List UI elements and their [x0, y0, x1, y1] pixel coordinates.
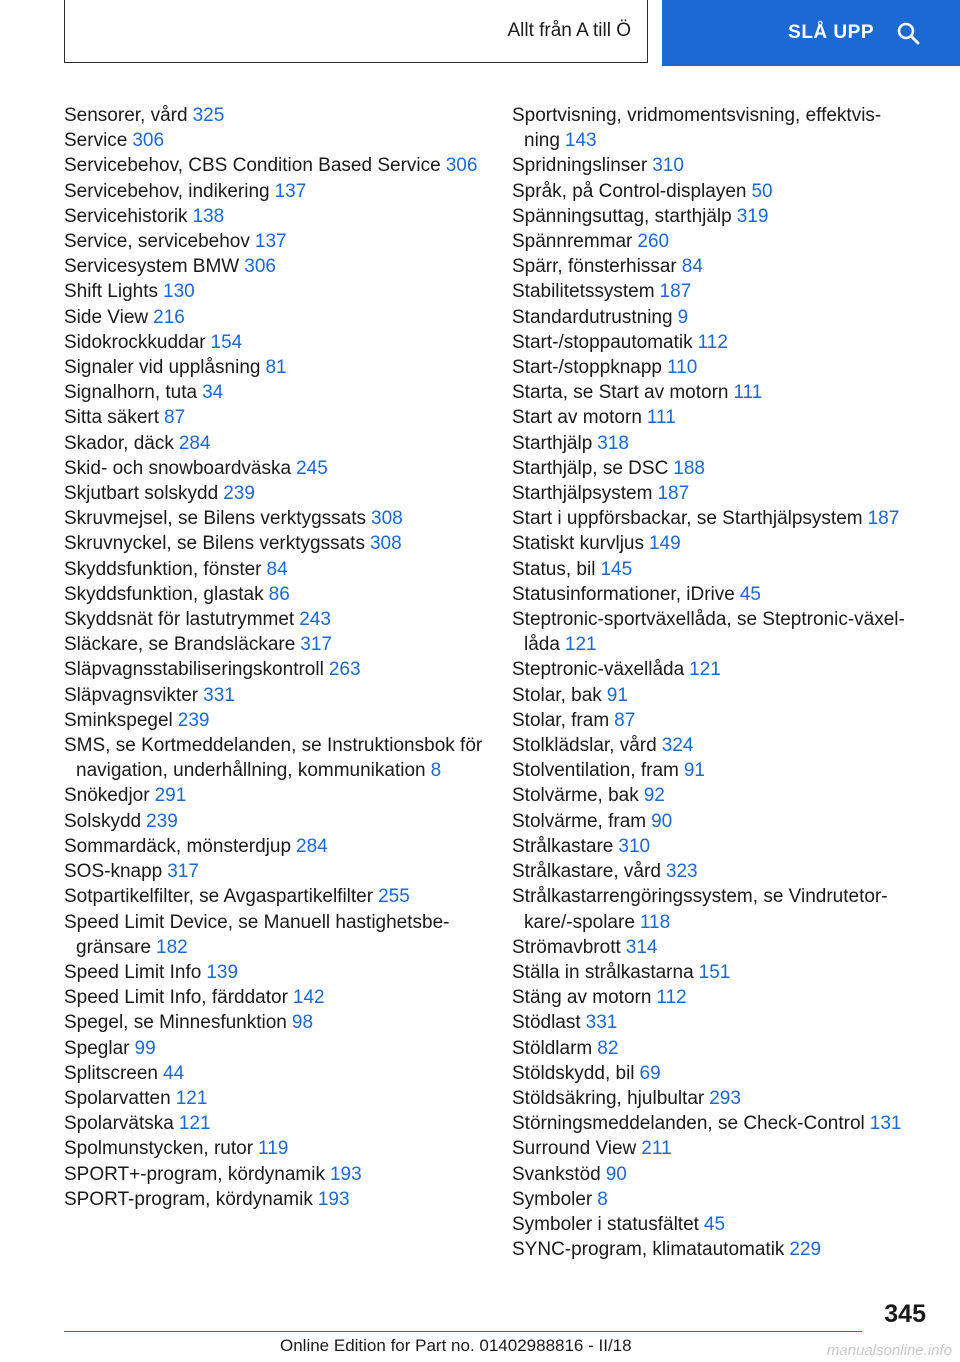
- top-bar: [0, 0, 960, 66]
- index-term: Speed Limit Info: [64, 961, 202, 983]
- page-link[interactable]: 121: [564, 634, 597, 656]
- index-term: Sminkspegel: [64, 709, 173, 731]
- index-term: Sotpartikelfilter, se Avgaspartikelfilter: [64, 886, 374, 908]
- index-entry: [64, 859, 484, 884]
- index-term: Sitta säkert: [64, 407, 160, 429]
- index-term: Splitscreen: [64, 1062, 158, 1084]
- index-term: Stolar, fram: [512, 709, 610, 731]
- page-link[interactable]: 325: [192, 105, 225, 126]
- index-term: Shift Lights: [64, 281, 158, 303]
- page-link[interactable]: 255: [378, 886, 410, 908]
- index-entry: [64, 985, 484, 1010]
- index-entry: [512, 809, 922, 834]
- page-link[interactable]: 310: [618, 835, 651, 857]
- page-link[interactable]: 137: [254, 231, 287, 253]
- index-term: Stöldsäkring, hjulbultar: [512, 1087, 705, 1109]
- page-link[interactable]: 98: [291, 1012, 314, 1034]
- index-entry: [64, 683, 484, 708]
- index-entry: [512, 733, 922, 758]
- page-link[interactable]: 187: [867, 508, 900, 530]
- index-term: Spridningslinser: [512, 155, 648, 177]
- index-entry: [512, 960, 922, 985]
- index-term: Surround View: [512, 1138, 637, 1160]
- page-link[interactable]: 318: [597, 432, 629, 454]
- page-link[interactable]: 245: [296, 457, 328, 479]
- index-term: Stolvärme, bak: [512, 785, 639, 807]
- page-link[interactable]: 216: [153, 306, 185, 328]
- index-term: Service: [64, 130, 128, 152]
- index-entry: [512, 254, 922, 279]
- index-term: Statusinformationer, iDrive: [512, 583, 735, 605]
- index-term: Stöldlarm: [512, 1037, 593, 1059]
- index-entry: [64, 1086, 484, 1111]
- index-entry: [512, 103, 922, 153]
- index-entry: [512, 355, 922, 380]
- page-link[interactable]: 50: [751, 180, 773, 202]
- index-entry: [512, 935, 922, 960]
- a-to-z-label: Allt från A till Ö: [507, 20, 631, 41]
- index-term: Sensorer, vård: [64, 105, 188, 126]
- page-link[interactable]: 314: [625, 936, 658, 958]
- index-entry: [512, 582, 922, 607]
- page-link[interactable]: 193: [329, 1163, 362, 1185]
- page-link[interactable]: 81: [265, 357, 287, 379]
- page-link[interactable]: 188: [673, 457, 705, 479]
- page-link[interactable]: 138: [192, 205, 225, 227]
- index-term: Språk, på Control-displayen: [512, 180, 747, 202]
- page-link[interactable]: 143: [564, 130, 597, 152]
- page-link[interactable]: 319: [736, 205, 769, 227]
- index-entry: [64, 506, 484, 531]
- page-link[interactable]: 92: [643, 785, 665, 807]
- page-link[interactable]: 118: [639, 911, 671, 933]
- page-link[interactable]: 8: [597, 1188, 608, 1210]
- index-column-left: [64, 103, 484, 1212]
- index-term: Skyddsfunktion, fönster: [64, 558, 262, 580]
- index-entry: [64, 481, 484, 506]
- index-term: Släpvagnsvikter: [64, 684, 199, 706]
- index-term: Skyddsfunktion, glastak: [64, 583, 264, 605]
- index-entry: [512, 985, 922, 1010]
- page-link[interactable]: 260: [637, 231, 670, 253]
- index-entry: [512, 683, 922, 708]
- page-link[interactable]: 45: [739, 583, 761, 605]
- index-entry: [64, 254, 484, 279]
- page-number: 345: [884, 1300, 926, 1328]
- index-entry: [512, 431, 922, 456]
- index-term: Speed Limit Info, färddator: [64, 987, 288, 1009]
- page-link[interactable]: 317: [300, 634, 332, 656]
- page-link[interactable]: 130: [163, 281, 195, 303]
- index-entry: [512, 859, 922, 884]
- index-term: Stabilitetssystem: [512, 281, 655, 303]
- index-entry: [64, 229, 484, 254]
- index-term: Solskydd: [64, 810, 142, 832]
- index-term: Stolventilation, fram: [512, 760, 679, 782]
- page-link[interactable]: 84: [681, 256, 703, 278]
- index-entry: [512, 204, 922, 229]
- page-link[interactable]: 263: [328, 659, 361, 681]
- page-link[interactable]: 211: [641, 1138, 672, 1160]
- index-entry: [512, 758, 922, 783]
- page-link[interactable]: 182: [156, 936, 188, 958]
- index-entry: [64, 179, 484, 204]
- index-term: Skruvmejsel, se Bilens verktygssats: [64, 508, 366, 530]
- index-column-right: [512, 103, 922, 1262]
- page-link[interactable]: 112: [656, 987, 687, 1009]
- index-term: Ställa in strålkastarna: [512, 961, 694, 983]
- index-entry: [64, 431, 484, 456]
- index-term: Stolar, bak: [512, 684, 602, 706]
- page-link[interactable]: 306: [445, 155, 478, 177]
- index-term: Störningsmeddelanden, se Check-Control: [512, 1113, 865, 1135]
- index-entry: [64, 456, 484, 481]
- search-tab[interactable]: [662, 0, 960, 66]
- index-term: Skyddsnät för lastutrymmet: [64, 609, 295, 631]
- page-link[interactable]: 87: [614, 709, 636, 731]
- index-term: Statiskt kurvljus: [512, 533, 644, 555]
- index-term: SPORT-program, kördynamik: [64, 1188, 313, 1210]
- index-term: SOS-knapp: [64, 861, 163, 883]
- page-link[interactable]: 308: [369, 533, 402, 555]
- page-link[interactable]: 84: [266, 558, 288, 580]
- index-term: Sidokrockkuddar: [64, 331, 206, 353]
- index-term: Starthjälpsystem: [512, 483, 653, 505]
- index-entry: [512, 657, 922, 682]
- page-link[interactable]: 91: [683, 760, 705, 782]
- index-entry: [512, 884, 922, 934]
- page-link[interactable]: 310: [652, 155, 684, 177]
- page-link[interactable]: 239: [223, 483, 255, 505]
- index-term: Spolarvätska: [64, 1113, 174, 1135]
- index-term: Servicehistorik: [64, 205, 188, 227]
- page-link[interactable]: 110: [666, 357, 698, 379]
- index-term: Skid- och snowboardväska: [64, 457, 292, 479]
- page-link[interactable]: 87: [164, 407, 186, 429]
- index-term: Sportvisning, vridmomentsvisning, effektvisning: [512, 105, 882, 152]
- index-entry: [64, 1111, 484, 1136]
- index-entry: [512, 1162, 922, 1187]
- page-link[interactable]: 8: [430, 760, 442, 782]
- index-term: Spolmunstycken, rutor: [64, 1138, 254, 1160]
- index-entry: [512, 557, 922, 582]
- index-entry: [512, 456, 922, 481]
- index-entry: [512, 380, 922, 405]
- page-link[interactable]: 239: [177, 709, 210, 731]
- index-entry: [64, 607, 484, 632]
- index-term: Servicebehov, CBS Condition Based Service: [64, 155, 441, 177]
- index-entry: [512, 330, 922, 355]
- index-entry: [512, 834, 922, 859]
- index-entry: [64, 834, 484, 859]
- index-term: SYNC-program, klimatautomatik: [512, 1239, 785, 1261]
- index-entry: [512, 481, 922, 506]
- page-link[interactable]: 90: [651, 810, 673, 832]
- index-entry: [64, 153, 484, 178]
- page-link[interactable]: 121: [178, 1113, 211, 1135]
- index-term: Stäng av motorn: [512, 987, 652, 1009]
- page-link[interactable]: 111: [733, 382, 763, 404]
- index-term: Släckare, se Brandsläckare: [64, 634, 296, 656]
- index-entry: [512, 153, 922, 178]
- search-icon: [896, 21, 920, 45]
- page-link[interactable]: 44: [163, 1062, 185, 1084]
- index-term: Speglar: [64, 1037, 130, 1059]
- index-entry: [64, 708, 484, 733]
- index-term: Symboler i statusfältet: [512, 1213, 699, 1235]
- index-entry: [64, 330, 484, 355]
- index-entry: [64, 1162, 484, 1187]
- index-term: Spännremmar: [512, 231, 633, 253]
- index-term: Skjutbart solskydd: [64, 483, 219, 505]
- page-link[interactable]: 187: [659, 281, 692, 303]
- index-entry: [512, 783, 922, 808]
- index-entry: [64, 1010, 484, 1035]
- edition-info: Online Edition for Part no. 01402988816 - II/18: [280, 1336, 632, 1355]
- index-entry: [512, 506, 922, 531]
- page-link[interactable]: 331: [203, 684, 235, 706]
- index-term: Sommardäck, mönsterdjup: [64, 835, 292, 857]
- page-link[interactable]: 317: [167, 861, 199, 883]
- index-term: Servicesystem BMW: [64, 256, 240, 278]
- page-link[interactable]: 137: [274, 180, 307, 202]
- index-entry: [512, 1111, 922, 1136]
- index-entry: [64, 103, 484, 128]
- index-term: Symboler: [512, 1188, 593, 1210]
- index-term: Spärr, fönsterhissar: [512, 256, 677, 278]
- index-term: Start-/stoppautomatik: [512, 331, 693, 353]
- index-entry: [64, 1036, 484, 1061]
- page-link[interactable]: 111: [646, 407, 676, 429]
- page-link[interactable]: 91: [606, 684, 628, 706]
- page-link[interactable]: 45: [703, 1213, 726, 1235]
- index-term: Skruvnyckel, se Bilens verktygssats: [64, 533, 365, 555]
- page-link[interactable]: 99: [134, 1037, 156, 1059]
- index-term: Spänningsuttag, starthjälp: [512, 205, 732, 227]
- index-term: Steptronic-sportväxellåda, se Steptronic-växellåda: [512, 609, 905, 656]
- index-term: Snökedjor: [64, 785, 150, 807]
- page-link[interactable]: 112: [697, 331, 728, 353]
- index-entry: [64, 657, 484, 682]
- index-entry: [64, 809, 484, 834]
- page-link[interactable]: 9: [677, 306, 689, 328]
- index-entry: [64, 405, 484, 430]
- index-term: Standardutrustning: [512, 306, 673, 328]
- index-entry: [64, 279, 484, 304]
- index-entry: [512, 1010, 922, 1035]
- index-term: Strålkastare, vård: [512, 861, 661, 883]
- index-term: Stolvärme, fram: [512, 810, 647, 832]
- index-term: Start-/stoppknapp: [512, 357, 662, 379]
- page-link[interactable]: 291: [154, 785, 187, 807]
- page-link[interactable]: 121: [689, 659, 721, 681]
- index-entry: [64, 733, 484, 783]
- index-entry: [64, 960, 484, 985]
- index-entry: [512, 305, 922, 330]
- page-link[interactable]: 293: [709, 1087, 741, 1109]
- a-to-z-tab[interactable]: [64, 0, 648, 63]
- page-link[interactable]: 284: [296, 835, 328, 857]
- index-entry: [64, 783, 484, 808]
- index-entry: [64, 557, 484, 582]
- page-link[interactable]: 306: [132, 130, 165, 152]
- index-term: Spolarvatten: [64, 1087, 171, 1109]
- index-entry: [512, 1061, 922, 1086]
- index-entry: [64, 204, 484, 229]
- footer-divider: [64, 1331, 862, 1332]
- index-entry: [64, 884, 484, 909]
- page-link[interactable]: 86: [268, 583, 290, 605]
- page-link[interactable]: 306: [244, 256, 276, 278]
- index-entry: [512, 405, 922, 430]
- index-term: Skador, däck: [64, 432, 174, 454]
- index-entry: [512, 279, 922, 304]
- index-entry: [512, 1187, 922, 1212]
- page-link[interactable]: 82: [597, 1037, 619, 1059]
- index-entry: [64, 1136, 484, 1161]
- page-link[interactable]: 239: [146, 810, 178, 832]
- page-link[interactable]: 121: [175, 1087, 208, 1109]
- index-term: Starthjälp, se DSC: [512, 457, 669, 479]
- index-term: Starta, se Start av motorn: [512, 382, 729, 404]
- index-term: Servicebehov, indikering: [64, 180, 270, 202]
- page-link[interactable]: 34: [202, 382, 224, 404]
- watermark: manualsonline.info: [826, 1342, 952, 1359]
- page-link[interactable]: 243: [299, 609, 331, 631]
- search-label: SLÅ UPP: [788, 22, 874, 43]
- index-entry: [512, 708, 922, 733]
- index-entry: [64, 910, 484, 960]
- index-term: Speed Limit Device, se Manuell hastighetsbegränsare: [64, 911, 450, 958]
- index-entry: [512, 1237, 922, 1262]
- index-entry: [512, 1036, 922, 1061]
- index-entry: [64, 632, 484, 657]
- index-term: Stöldskydd, bil: [512, 1062, 635, 1084]
- index-term: Service, servicebehov: [64, 231, 250, 253]
- index-entry: [512, 179, 922, 204]
- page-link[interactable]: 151: [698, 961, 731, 983]
- index-entry: [64, 531, 484, 556]
- index-entry: [64, 355, 484, 380]
- index-term: Strömavbrott: [512, 936, 621, 958]
- index-entry: [512, 229, 922, 254]
- page-link[interactable]: 145: [600, 558, 633, 580]
- page-link[interactable]: 193: [317, 1188, 350, 1210]
- index-term: SMS, se Kortmeddelanden, se Instruktionsbok för navigation, underhållning, kommunikation: [64, 735, 483, 782]
- page-link[interactable]: 154: [210, 331, 243, 353]
- page-link[interactable]: 142: [292, 987, 325, 1009]
- index-term: Status, bil: [512, 558, 596, 580]
- index-entry: [64, 582, 484, 607]
- index-term: Start i uppförsbackar, se Starthjälpsystem: [512, 508, 863, 530]
- index-entry: [64, 380, 484, 405]
- page-link[interactable]: 331: [585, 1012, 618, 1034]
- page-link[interactable]: 131: [869, 1113, 902, 1135]
- page-link[interactable]: 229: [789, 1239, 822, 1261]
- page-link[interactable]: 69: [639, 1062, 661, 1084]
- index-term: Steptronic-växellåda: [512, 659, 685, 681]
- index-term: Strålkastare: [512, 835, 614, 857]
- index-term: Strålkastarrengöringssystem, se Vindrutetorkare/-spolare: [512, 886, 888, 933]
- index-entry: [512, 1212, 922, 1237]
- index-term: Start av motorn: [512, 407, 642, 429]
- index-term: Svankstöd: [512, 1163, 601, 1185]
- index-entry: [512, 1136, 922, 1161]
- index-term: Side View: [64, 306, 149, 328]
- index-term: Stödlast: [512, 1012, 581, 1034]
- page-link[interactable]: 119: [258, 1138, 289, 1160]
- index-entry: [512, 531, 922, 556]
- index-entry: [64, 1187, 484, 1212]
- index-term: Spegel, se Minnesfunktion: [64, 1012, 287, 1034]
- index-entry: [64, 128, 484, 153]
- index-entry: [64, 305, 484, 330]
- page-link[interactable]: 149: [648, 533, 681, 555]
- index-term: Signalhorn, tuta: [64, 382, 198, 404]
- index-term: Signaler vid upplåsning: [64, 357, 261, 379]
- index-term: Stolklädslar, vård: [512, 735, 657, 757]
- page-link[interactable]: 308: [371, 508, 403, 530]
- page-link[interactable]: 284: [178, 432, 211, 454]
- index-term: SPORT+-program, kördynamik: [64, 1163, 325, 1185]
- page-link[interactable]: 90: [605, 1163, 627, 1185]
- index-entry: [64, 1061, 484, 1086]
- index-term: Starthjälp: [512, 432, 593, 454]
- index-entry: [512, 1086, 922, 1111]
- index-term: Släpvagnsstabiliseringskontroll: [64, 659, 324, 681]
- index-entry: [512, 607, 922, 657]
- page-link[interactable]: 323: [665, 861, 698, 883]
- page-link[interactable]: 139: [206, 961, 239, 983]
- page-link[interactable]: 324: [661, 735, 694, 757]
- page-link[interactable]: 187: [657, 483, 690, 505]
